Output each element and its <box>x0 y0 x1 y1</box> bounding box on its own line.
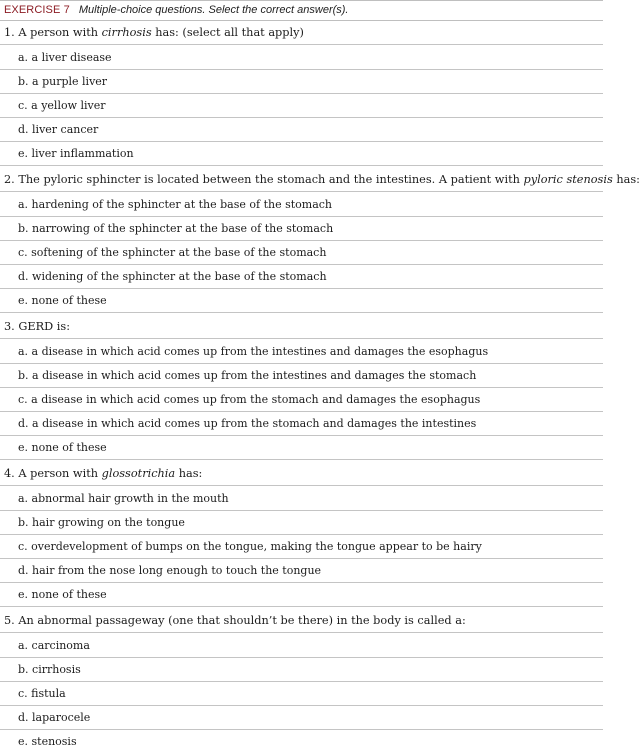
question-4 <box>0 462 603 486</box>
option-1c[interactable]: c. a yellow liver <box>0 94 603 118</box>
option-3c[interactable]: c. a disease in which acid comes up from the stomach and damages the esophagus <box>0 388 603 412</box>
option-1d[interactable]: d. liver cancer <box>0 118 603 142</box>
question-2 <box>0 168 640 192</box>
option-5e[interactable]: e. stenosis <box>18 735 77 748</box>
option-1b[interactable]: b. a purple liver <box>0 70 603 94</box>
question-text-end: has: <box>612 173 640 186</box>
option-4e[interactable]: e. none of these <box>0 583 603 607</box>
question-number: 5. <box>4 614 15 627</box>
option-2c[interactable]: c. softening of the sphincter at the base of the stomach <box>0 241 603 265</box>
question-number: 1. <box>4 26 15 39</box>
question-text: An abnormal passageway (one that shouldn’t be there) in the body is called a: <box>18 614 466 627</box>
option-4a[interactable]: a. abnormal hair growth in the mouth <box>0 487 603 511</box>
question-text: A person with <box>18 467 102 480</box>
question-number: 2. <box>4 173 15 186</box>
option-5c[interactable]: c. fistula <box>0 682 603 706</box>
question-number: 4. <box>4 467 15 480</box>
question-term: pyloric stenosis <box>523 173 613 186</box>
exercise-instructions: Multiple-choice questions. Select the correct answer(s). <box>78 4 349 16</box>
exercise-header <box>0 1 603 21</box>
question-text: A person with <box>18 26 102 39</box>
option-3e[interactable]: e. none of these <box>0 436 603 460</box>
exercise-label: EXERCISE 7 <box>4 4 70 16</box>
option-4d[interactable]: d. hair from the nose long enough to touch the tongue <box>0 559 603 583</box>
option-5d[interactable]: d. laparocele <box>0 706 603 730</box>
question-text: The pyloric sphincter is located between the stomach and the intestines. A patient with <box>18 173 524 186</box>
question-term: glossotrichia <box>101 467 176 480</box>
option-3d[interactable]: d. a disease in which acid comes up from the stomach and damages the intestines <box>0 412 603 436</box>
option-1e[interactable]: e. liver inflammation <box>0 142 603 166</box>
question-term: cirrhosis <box>101 26 152 39</box>
option-3a[interactable]: a. a disease in which acid comes up from the intestines and damages the esophagus <box>0 340 603 364</box>
option-5b[interactable]: b. cirrhosis <box>0 658 603 682</box>
option-1a[interactable]: a. a liver disease <box>0 46 603 70</box>
question-text-end: has: (select all that apply) <box>151 26 304 39</box>
question-5 <box>0 609 603 633</box>
question-text: GERD is: <box>18 320 71 333</box>
option-2e[interactable]: e. none of these <box>0 289 603 313</box>
question-3 <box>0 315 603 339</box>
option-4c[interactable]: c. overdevelopment of bumps on the tongue, making the tongue appear to be hairy <box>0 535 603 559</box>
option-3b[interactable]: b. a disease in which acid comes up from the intestines and damages the stomach <box>0 364 603 388</box>
question-1 <box>0 21 603 45</box>
question-number: 3. <box>4 320 15 333</box>
question-text-end: has: <box>175 467 203 480</box>
option-2b[interactable]: b. narrowing of the sphincter at the base of the stomach <box>0 217 603 241</box>
option-5a[interactable]: a. carcinoma <box>0 634 603 658</box>
option-2d[interactable]: d. widening of the sphincter at the base of the stomach <box>0 265 603 289</box>
option-4b[interactable]: b. hair growing on the tongue <box>0 511 603 535</box>
option-2a[interactable]: a. hardening of the sphincter at the base of the stomach <box>0 193 603 217</box>
